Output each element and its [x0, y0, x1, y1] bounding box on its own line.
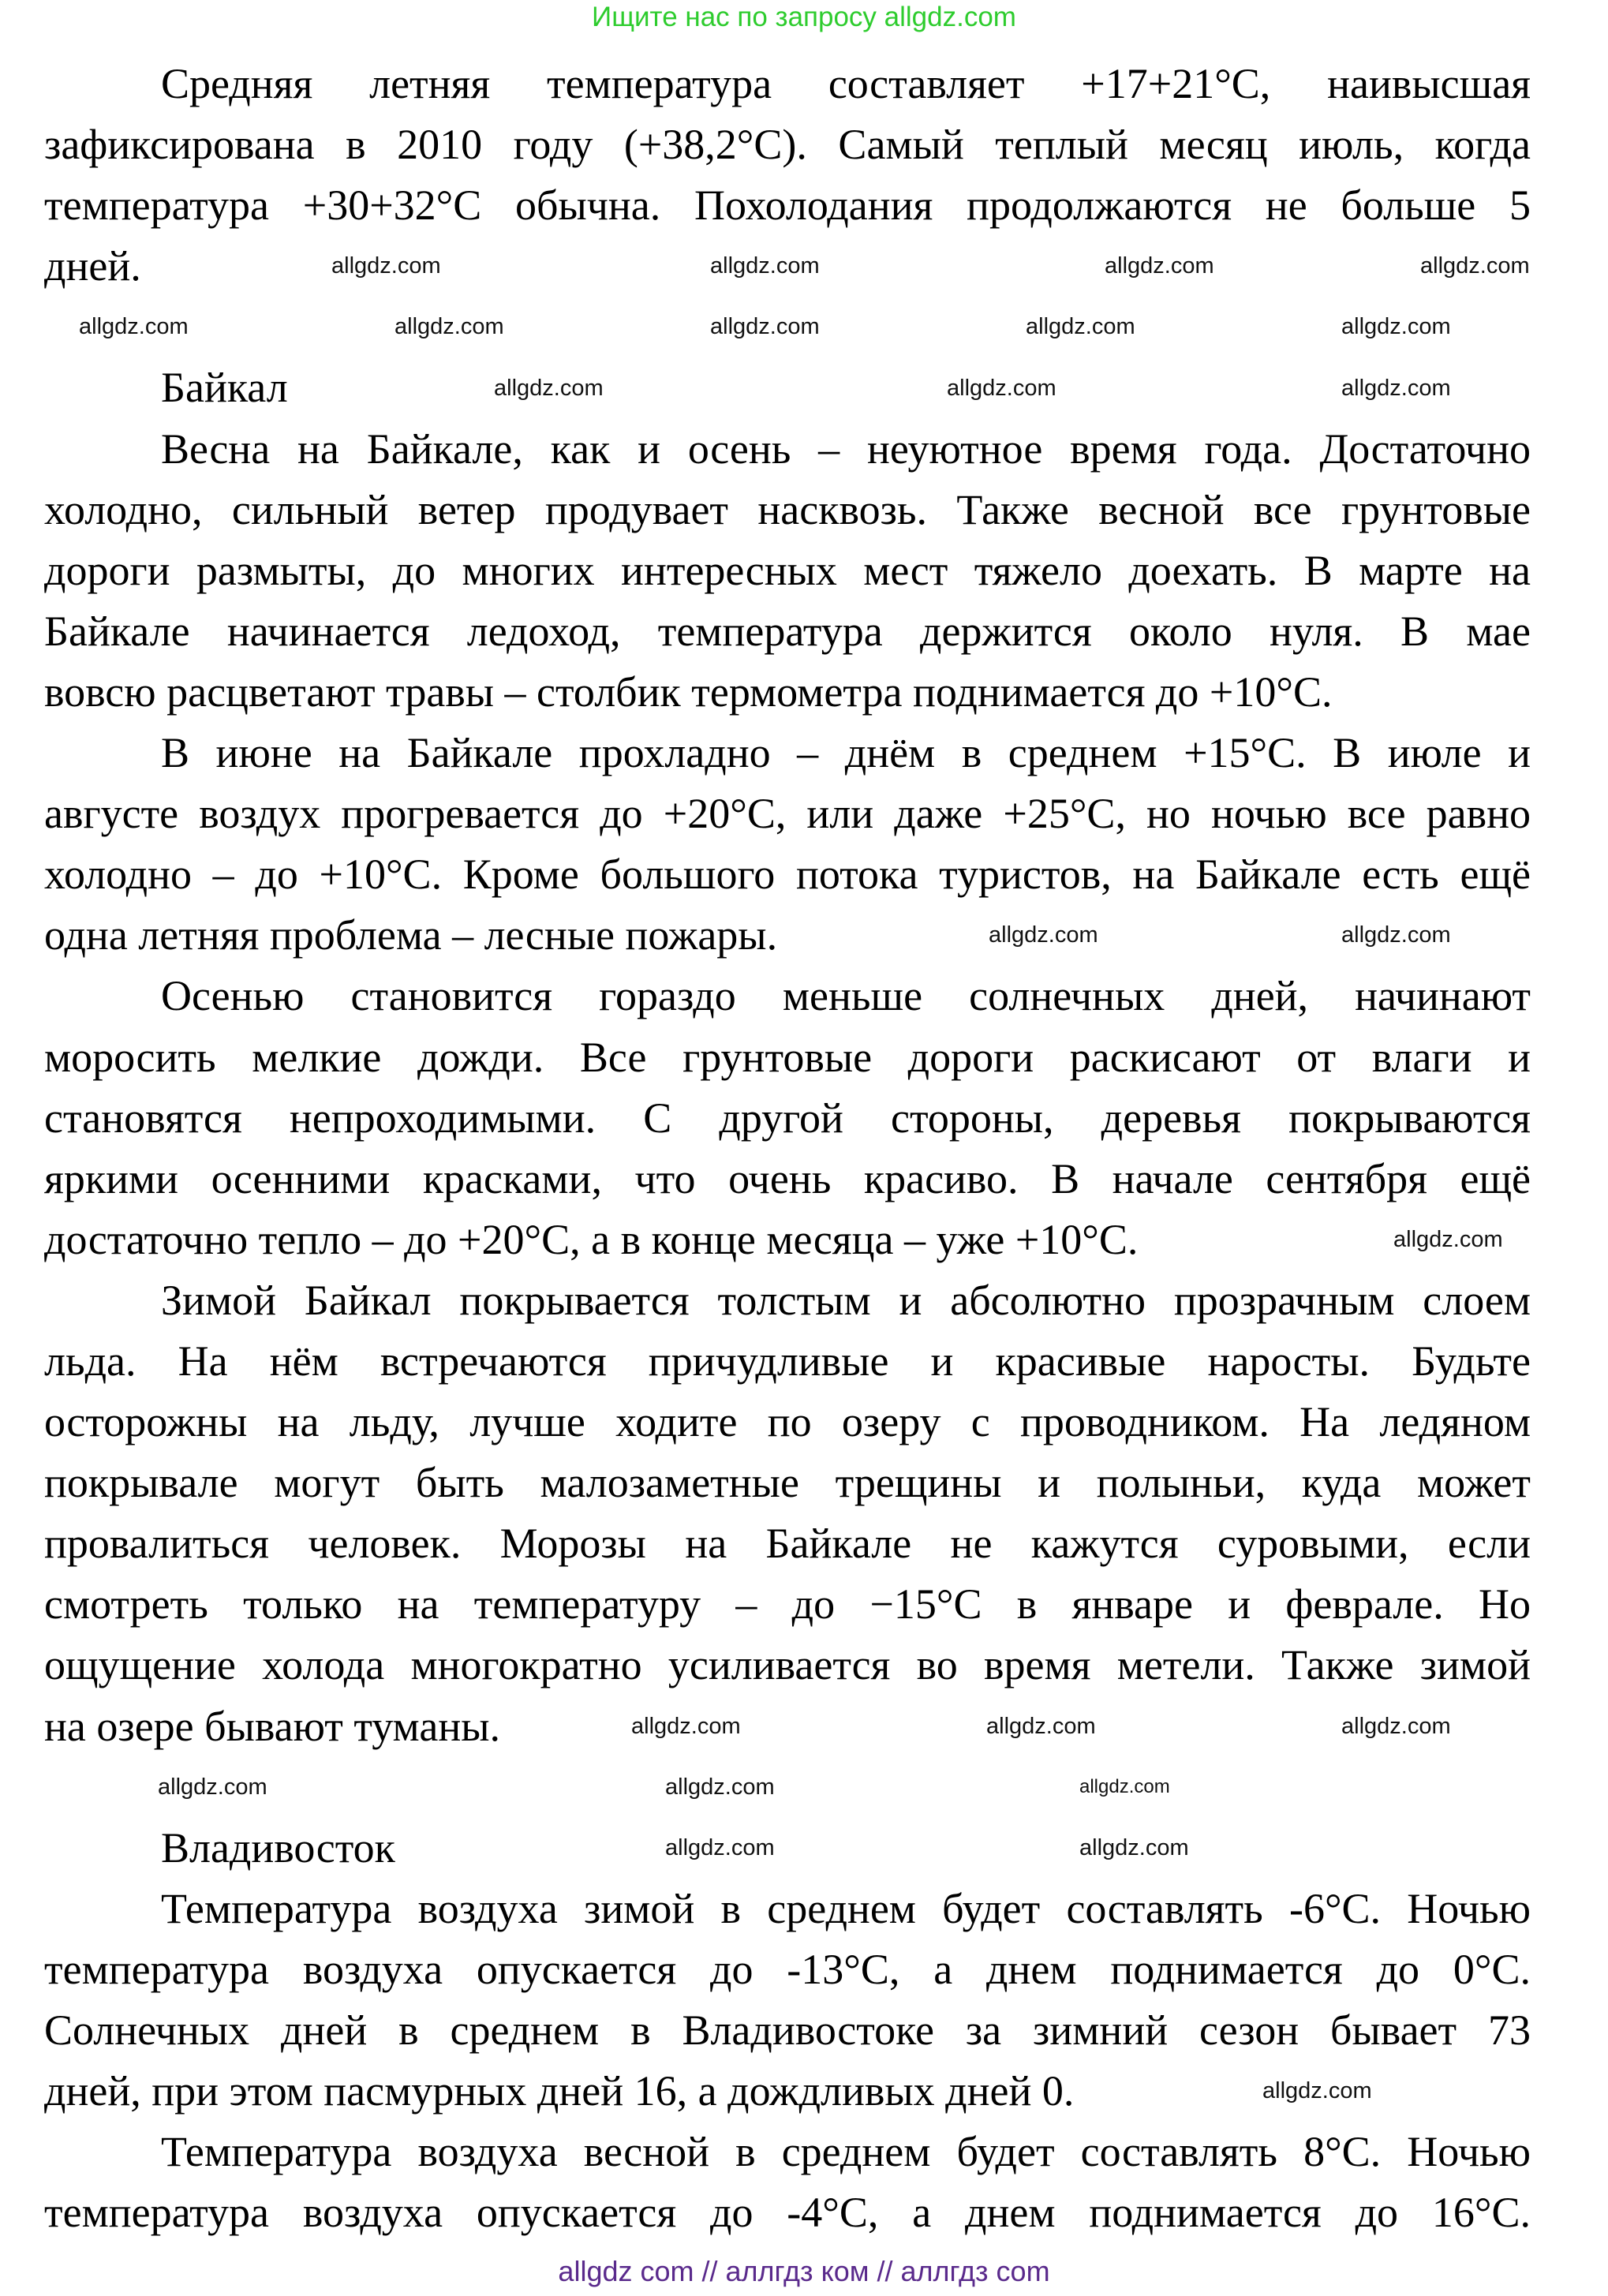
text-line: [44, 1939, 1531, 2000]
text-line: [44, 540, 1531, 601]
text-line: [44, 723, 1531, 783]
text-line-content: осторожны на льду, лучше ходите по озеру с проводником. На ледяном: [44, 1398, 1531, 1446]
watermark: allgdz.com: [331, 253, 441, 279]
text-line: [44, 357, 1531, 418]
text-line-content: льда. На нём встречаются причудливые и красивые наросты. Будьте: [44, 1337, 1531, 1385]
watermark: allgdz.com: [158, 1774, 267, 1800]
watermark: allgdz.com: [1341, 1714, 1451, 1739]
text-line-content: покрывале могут быть малозаметные трещины и полыньи, куда может: [44, 1459, 1531, 1507]
text-line-content: дней.: [44, 242, 141, 290]
text-line-content: Зимой Байкал покрывается толстым и абсолютно прозрачным слоем: [161, 1276, 1531, 1324]
text-line-content: холодно, сильный ветер продувает насквозь. Также весной все грунтовые: [44, 485, 1531, 533]
watermark: allgdz.com: [710, 314, 820, 339]
watermark: allgdz.com: [1393, 1227, 1503, 1252]
text-line-content: дней, при этом пасмурных дней 16, а дождливых дней 0.: [44, 2067, 1075, 2115]
watermark: allgdz.com: [665, 1774, 775, 1800]
text-line-content: на озере бывают туманы.: [44, 1702, 500, 1750]
watermark: allgdz.com: [1079, 1776, 1170, 1797]
text-line: [44, 1574, 1531, 1635]
text-line: [44, 844, 1531, 905]
text-line-content: ощущение холода многократно усиливается во время метели. Также зимой: [44, 1641, 1531, 1689]
text-line-content: зафиксирована в 2010 году (+38,2°С). Самый теплый месяц июль, когда: [44, 121, 1531, 169]
text-line-content: становятся непроходимыми. С другой стороны, деревья покрываются: [44, 1094, 1531, 1142]
watermark: allgdz.com: [1105, 253, 1214, 279]
text-line-content: Температура воздуха зимой в среднем будет составлять -6°С. Ночью: [161, 1884, 1531, 1932]
text-line-content: температура воздуха опускается до -4°С, а днем поднимается до 16°С.: [44, 2189, 1531, 2237]
text-line: [44, 1331, 1531, 1392]
text-line: [44, 1210, 1531, 1270]
text-line-content: дороги размыты, до многих интересных мест тяжело доехать. В марте на: [44, 546, 1531, 594]
text-line-content: достаточно тепло – до +20°С, а в конце месяца – уже +10°С.: [44, 1215, 1139, 1263]
text-line-content: температура воздуха опускается до -13°С, а днем поднимается до 0°С.: [44, 1945, 1531, 1993]
text-line: [44, 2182, 1531, 2243]
text-line: [44, 54, 1531, 114]
watermark: allgdz.com: [665, 1835, 775, 1860]
text-line-content: Байкале начинается ледоход, температура держится около нуля. В мае: [44, 607, 1531, 655]
watermark: allgdz.com: [1079, 1835, 1189, 1860]
text-line-content: В июне на Байкале прохладно – днём в среднем +15°С. В июле и: [161, 729, 1531, 777]
text-line-content: одна летняя проблема – лесные пожары.: [44, 911, 778, 959]
text-line-content: яркими осенними красками, что очень красиво. В начале сентября ещё: [44, 1154, 1531, 1202]
text-line-content: холодно – до +10°С. Кроме большого потока туристов, на Байкале есть ещё: [44, 851, 1531, 899]
text-line-content: моросить мелкие дожди. Все грунтовые дороги раскисают от влаги и: [44, 1033, 1531, 1081]
text-line: [44, 419, 1531, 480]
text-line-content: Байкал: [161, 364, 288, 412]
text-line-content: Средняя летняя температура составляет +17+21°С, наивысшая: [161, 60, 1531, 107]
text-line-content: Весна на Байкале, как и осень – неуютное время года. Достаточно: [161, 424, 1531, 473]
watermark: allgdz.com: [989, 922, 1098, 948]
text-line: [44, 601, 1531, 662]
watermark: allgdz.com: [79, 314, 189, 339]
watermark: allgdz.com: [710, 253, 820, 279]
watermark: allgdz.com: [1420, 253, 1530, 279]
text-line: [44, 1149, 1531, 1210]
text-line-content: вовсю расцветают травы – столбик термометра поднимается до +10°С.: [44, 667, 1333, 716]
watermark: allgdz.com: [1262, 2078, 1372, 2103]
watermark: allgdz.com: [1026, 314, 1135, 339]
text-line: [44, 1818, 1531, 1879]
text-line: [44, 662, 1531, 723]
text-line: [44, 2000, 1531, 2061]
text-line: [44, 1453, 1531, 1513]
text-line-content: смотреть только на температуру – до −15°С в январе и феврале. Но: [44, 1580, 1531, 1629]
text-line: [44, 1696, 1531, 1757]
text-line: [44, 1392, 1531, 1453]
text-line: [44, 480, 1531, 540]
text-line-content: Владивосток: [161, 1823, 395, 1872]
text-line: [44, 2122, 1531, 2182]
text-line: [44, 783, 1531, 844]
text-line: [44, 1635, 1531, 1696]
text-line-content: провалиться человек. Морозы на Байкале не кажутся суровыми, если: [44, 1520, 1531, 1568]
text-line: [44, 966, 1531, 1026]
text-line-content: Солнечных дней в среднем в Владивостоке за зимний сезон бывает 73: [44, 2006, 1531, 2054]
text-line: [44, 175, 1531, 236]
watermark: allgdz.com: [1341, 922, 1451, 948]
text-line-content: Температура воздуха весной в среднем будет составлять 8°С. Ночью: [161, 2128, 1531, 2176]
watermark: allgdz.com: [947, 376, 1056, 401]
watermark: allgdz.com: [1341, 314, 1451, 339]
text-line: [44, 114, 1531, 175]
text-line: [44, 905, 1531, 966]
watermark: allgdz.com: [395, 314, 504, 339]
watermark: allgdz.com: [986, 1714, 1096, 1739]
document-body: [44, 54, 1531, 2243]
text-line: [44, 1270, 1531, 1331]
text-line-content: температура +30+32°С обычна. Похолодания продолжаются не больше 5: [44, 181, 1531, 230]
text-line-content: августе воздух прогревается до +20°С, или даже +25°С, но ночью все равно: [44, 790, 1531, 838]
watermark: allgdz.com: [1341, 376, 1451, 401]
text-line-content: Осенью становится гораздо меньше солнечных дней, начинают: [161, 972, 1531, 1020]
text-line: [44, 1513, 1531, 1574]
text-line: [44, 1088, 1531, 1149]
watermark: allgdz.com: [631, 1714, 741, 1739]
text-line: [44, 1879, 1531, 1939]
search-hint-banner: Ищите нас по запросу allgdz.com: [592, 2, 1016, 32]
footer-site-links[interactable]: allgdz com // аллгдз ком // аллгдз com: [558, 2255, 1050, 2287]
watermark: allgdz.com: [494, 376, 604, 401]
text-line: [44, 1027, 1531, 1088]
